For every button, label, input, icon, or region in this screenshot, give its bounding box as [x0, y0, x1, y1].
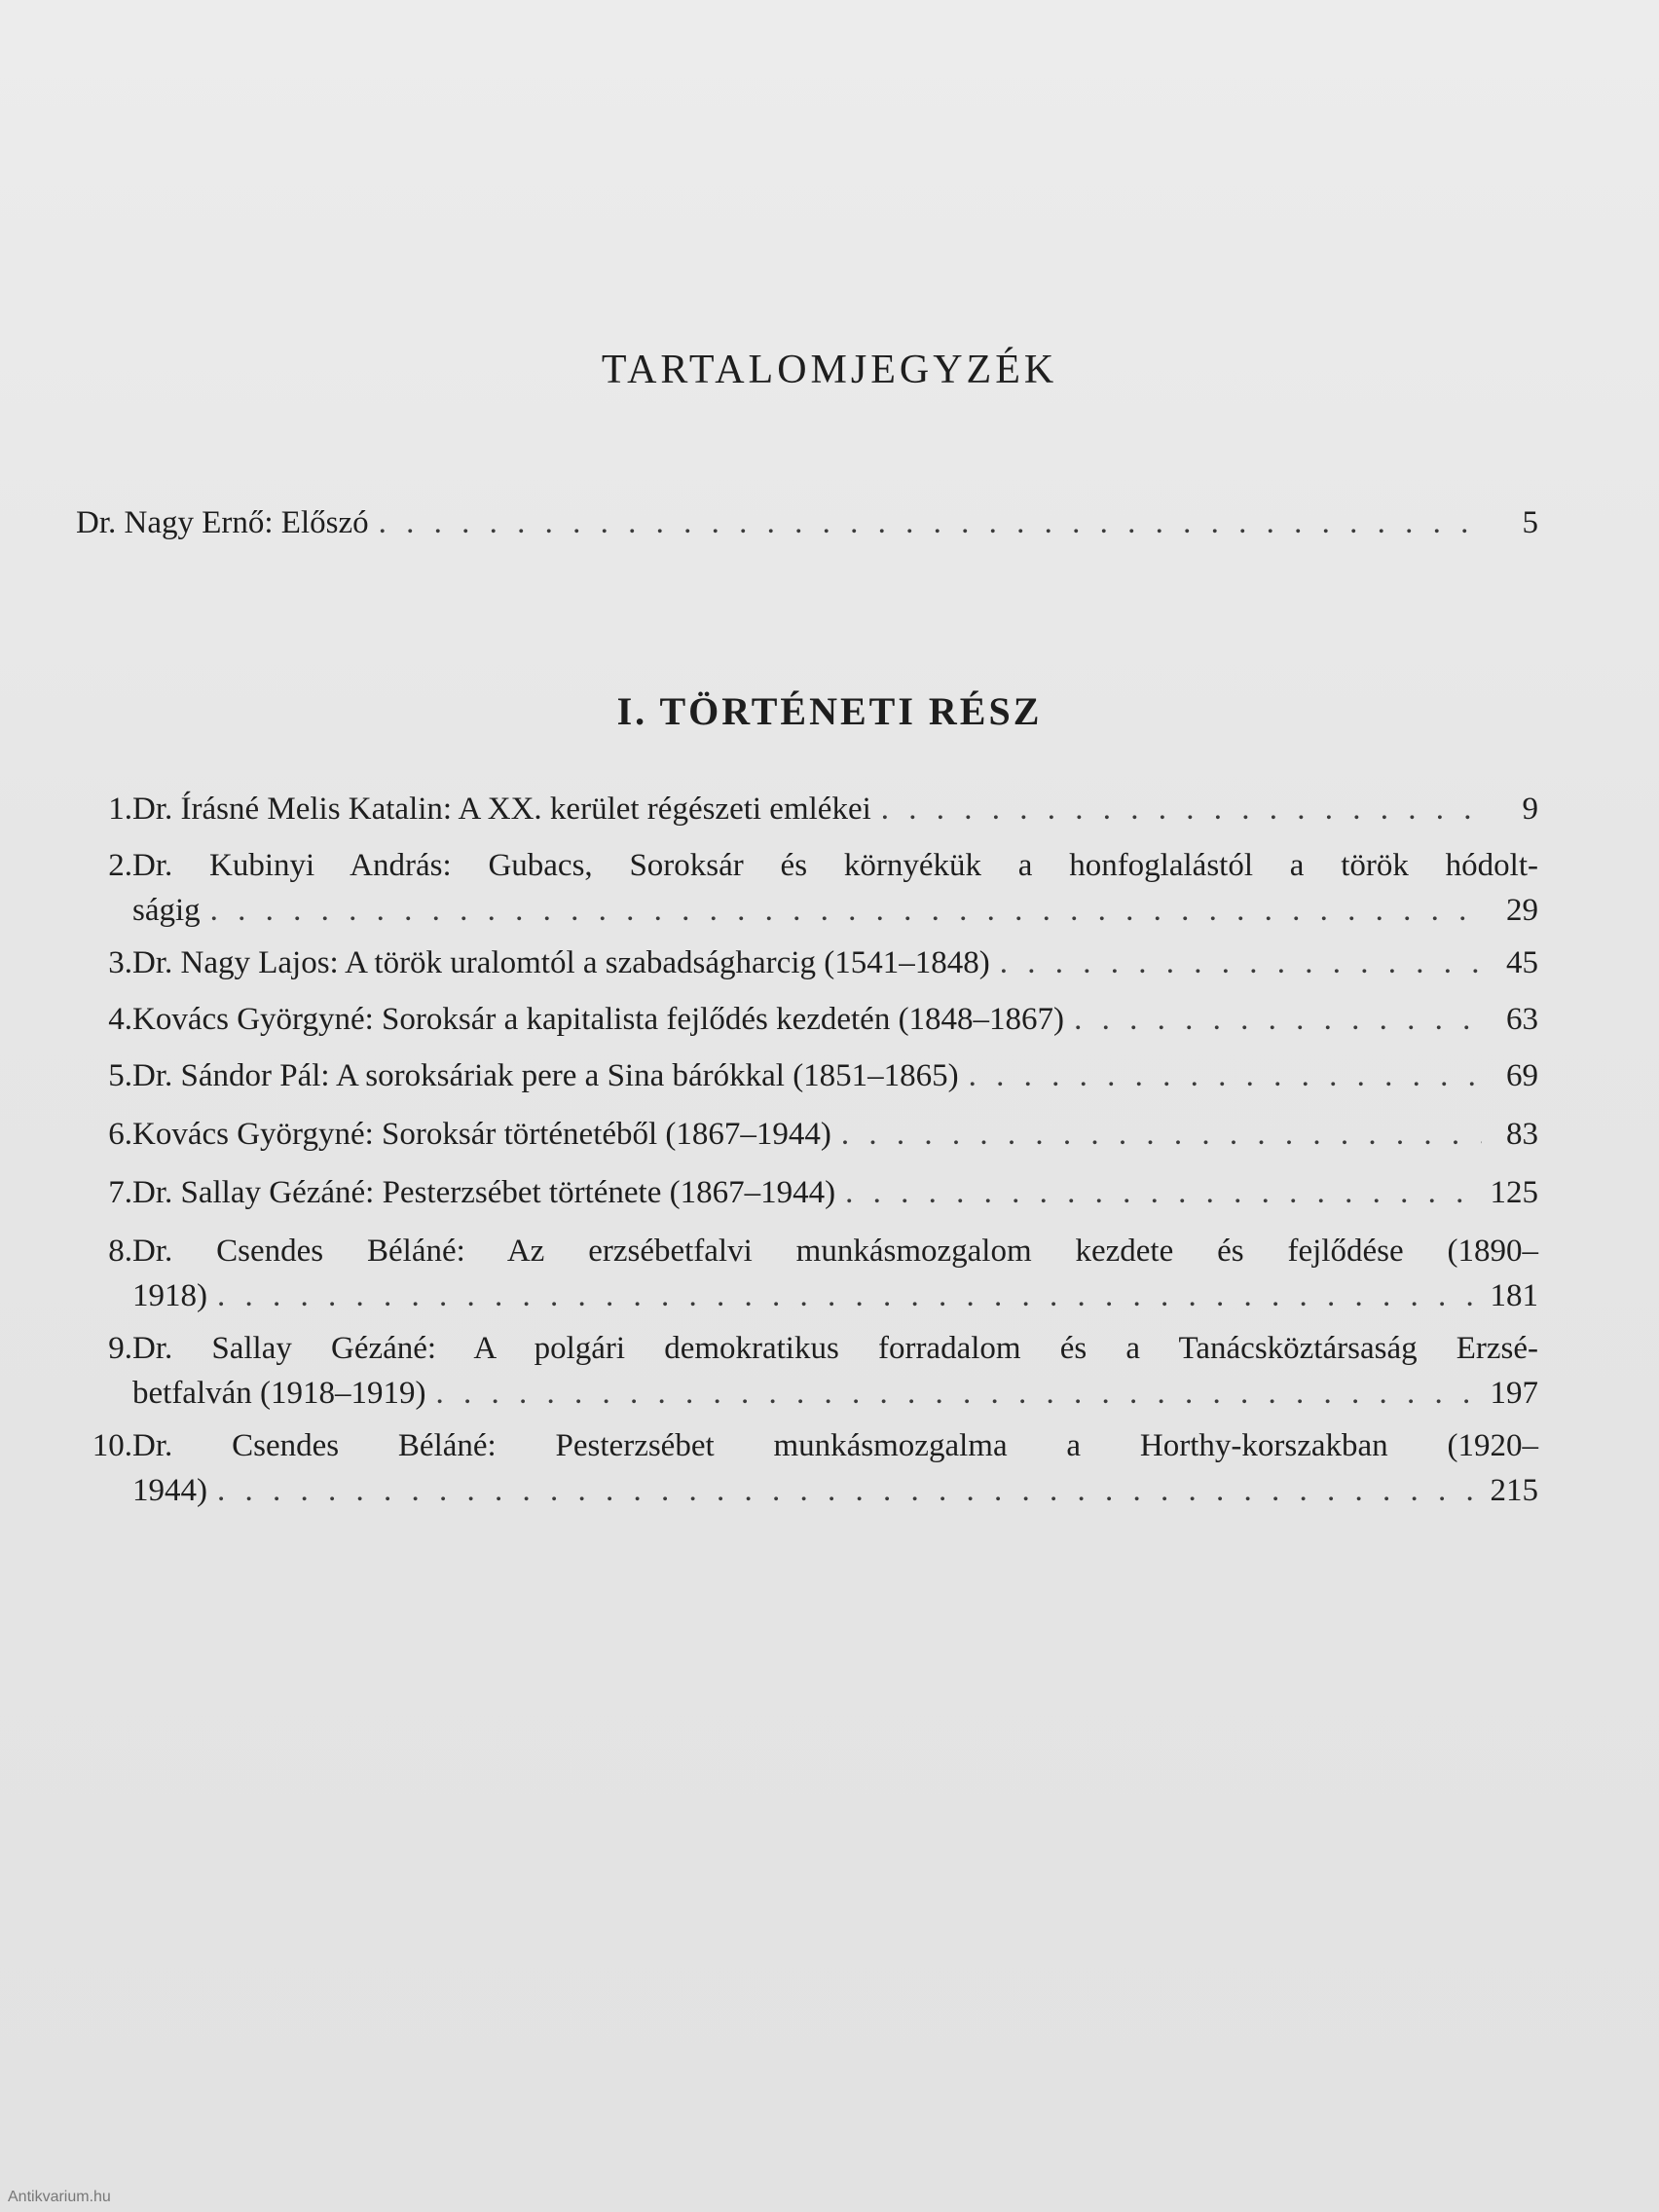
leader-dots: [969, 1053, 1482, 1098]
toc-entry-text-continuation: betfalván (1918–1919): [132, 1376, 426, 1411]
leader-dots: [841, 1112, 1482, 1157]
page-title: TARTALOMJEGYZÉK: [601, 348, 1058, 393]
toc-page-number: 29: [1506, 893, 1538, 928]
toc-page-number: 63: [1506, 1002, 1538, 1037]
toc-entry-number: 8.: [108, 1234, 132, 1269]
leader-dots: [217, 1273, 1477, 1318]
toc-entry-number: 3.: [108, 945, 132, 980]
toc-entry-number: 6.: [108, 1117, 132, 1152]
toc-entry-text: Dr. Nagy Ernő: Előszó: [76, 505, 369, 540]
toc-page-number: 9: [1522, 792, 1538, 827]
toc-entry-text-line: Dr. Kubinyi András: Gubacs, Soroksár és környékük a honfoglalástól a török hódolt-: [132, 848, 1538, 883]
leader-dots: [210, 888, 1482, 933]
toc-entry-text: Dr. Írásné Melis Katalin: A XX. kerület régészeti emlékei: [132, 792, 871, 827]
toc-entry-number: 5.: [108, 1058, 132, 1093]
toc-page-number: 197: [1490, 1376, 1538, 1411]
toc-page-number: 83: [1506, 1117, 1538, 1152]
leader-dots: [217, 1468, 1477, 1513]
toc-entry-text-continuation: ságig: [132, 893, 201, 928]
toc-entry-number: 4.: [108, 1002, 132, 1037]
toc-entry-text-line: Dr. Csendes Béláné: Pesterzsébet munkásmozgalma a Horthy-korszakban (1920–: [132, 1428, 1538, 1463]
toc-entry-text: Dr. Sándor Pál: A soroksáriak pere a Sina bárókkal (1851–1865): [132, 1058, 959, 1093]
leader-dots: [845, 1170, 1476, 1215]
toc-entry-number: 7.: [108, 1175, 132, 1210]
toc-entry-text-continuation: 1918): [132, 1278, 207, 1313]
toc-entry-text: Dr. Sallay Gézáné: Pesterzsébet története (1867–1944): [132, 1175, 836, 1210]
leader-dots: [1074, 997, 1482, 1042]
leader-dots: [379, 500, 1482, 545]
toc-page-number: 45: [1506, 945, 1538, 980]
toc-entry-number: 1.: [108, 792, 132, 827]
toc-page-number: 215: [1490, 1473, 1538, 1508]
leader-dots: [881, 787, 1482, 831]
toc-entry-text-continuation: 1944): [132, 1473, 207, 1508]
toc-entry-text: Kovács Györgyné: Soroksár a kapitalista fejlődés kezdetén (1848–1867): [132, 1002, 1065, 1037]
toc-entry-number: 10.: [92, 1428, 132, 1463]
toc-entry-number: 2.: [108, 848, 132, 883]
section-title: I. TÖRTÉNETI RÉSZ: [616, 689, 1043, 734]
toc-entry-text: Dr. Nagy Lajos: A török uralomtól a szabadságharcig (1541–1848): [132, 945, 990, 980]
toc-entry-text-line: Dr. Sallay Gézáné: A polgári demokratikus forradalom és a Tanácsköztársaság Erzsé-: [132, 1331, 1538, 1366]
toc-page-number: 125: [1490, 1175, 1538, 1210]
toc-page-number: 69: [1506, 1058, 1538, 1093]
toc-entry-text: Kovács Györgyné: Soroksár történetéből (1867–1944): [132, 1117, 831, 1152]
toc-page-number: 181: [1490, 1278, 1538, 1313]
leader-dots: [436, 1371, 1477, 1416]
toc-page-number: 5: [1522, 505, 1538, 540]
toc-entry-number: 9.: [108, 1331, 132, 1366]
leader-dots: [1000, 940, 1482, 985]
toc-entry-text-line: Dr. Csendes Béláné: Az erzsébetfalvi munkásmozgalom kezdete és fejlődése (1890–: [132, 1234, 1538, 1269]
watermark: Antikvarium.hu: [8, 2189, 111, 2205]
